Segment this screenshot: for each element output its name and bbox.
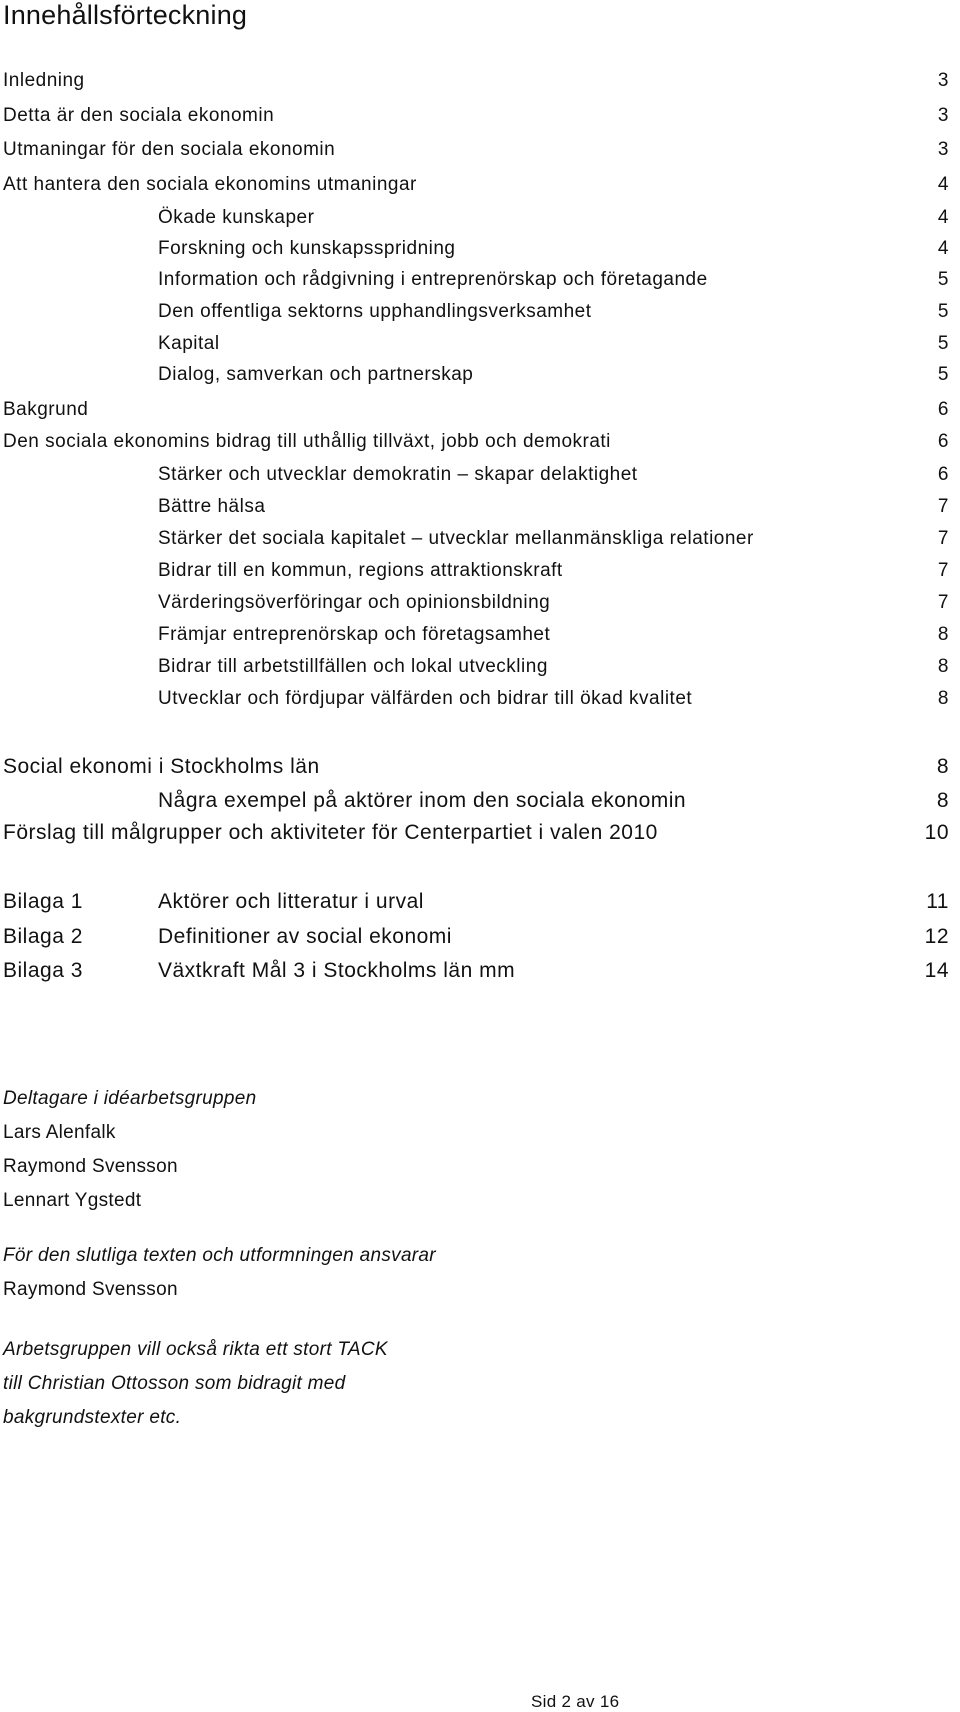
toc-entry-label: Värderingsöverföringar och opinionsbildning (158, 592, 551, 613)
member-name: Lennart Ygstedt (3, 1190, 142, 1211)
toc-entry[interactable] (0, 426, 960, 458)
toc-entry[interactable] (0, 169, 960, 201)
responsible-name: Raymond Svensson (3, 1279, 178, 1300)
credits-group (3, 1082, 256, 1218)
toc-entry-label: Bättre hälsa (158, 496, 266, 517)
toc-entry-page: 3 (937, 139, 949, 160)
toc-subentry[interactable] (0, 683, 960, 715)
appendix-page: 12 (924, 925, 949, 948)
appendix-page: 14 (924, 959, 949, 982)
toc-subentry[interactable] (0, 619, 960, 651)
appendix-entry[interactable] (0, 886, 960, 918)
toc-subentry[interactable] (0, 459, 960, 491)
toc-entry-label: Information och rådgivning i entreprenörskap och företagande (158, 269, 708, 290)
appendix-label: Växtkraft Mål 3 i Stockholms län mm (158, 959, 516, 982)
toc-entry-page: 7 (937, 560, 949, 581)
toc-subentry[interactable] (0, 359, 960, 391)
toc-entry[interactable] (0, 817, 960, 849)
toc-entry-label: Utmaningar för den sociala ekonomin (3, 139, 336, 160)
toc-entry-label: Stärker och utvecklar demokratin – skapar delaktighet (158, 464, 638, 485)
group-heading: Deltagare i idéarbetsgruppen (3, 1088, 257, 1109)
toc-entry[interactable] (0, 100, 960, 132)
toc-entry-label: Dialog, samverkan och partnerskap (158, 364, 474, 385)
appendix-label: Aktörer och litteratur i urval (158, 890, 424, 913)
toc-entry-page: 4 (937, 207, 949, 228)
page-title: Innehållsförteckning (3, 0, 248, 30)
toc-entry[interactable] (0, 134, 960, 166)
toc-entry-page: 7 (937, 528, 949, 549)
toc-entry-page: 3 (937, 105, 949, 126)
appendix-label: Definitioner av social ekonomi (158, 925, 452, 948)
toc-entry-label: Ökade kunskaper (158, 207, 315, 228)
toc-subentry[interactable] (0, 202, 960, 234)
toc-entry-page: 8 (937, 656, 949, 677)
toc-entry[interactable] (0, 394, 960, 426)
toc-entry-page: 5 (937, 333, 949, 354)
thanks-line: till Christian Ottosson som bidragit med (3, 1373, 346, 1394)
toc-entry-label: Bidrar till arbetstillfällen och lokal utveckling (158, 656, 548, 677)
toc-subentry[interactable] (0, 587, 960, 619)
member-name: Raymond Svensson (3, 1156, 178, 1177)
appendix-entry[interactable] (0, 921, 960, 953)
toc-entry-page: 3 (937, 70, 949, 91)
credits-thanks (3, 1333, 388, 1435)
toc-entry-page: 6 (937, 431, 949, 452)
toc-subentry[interactable] (0, 651, 960, 683)
toc-entry[interactable] (0, 751, 960, 783)
toc-subentry[interactable] (0, 328, 960, 360)
toc-subentry[interactable] (0, 785, 960, 817)
toc-entry-label: Stärker det sociala kapitalet – utvecklar mellanmänskliga relationer (158, 528, 754, 549)
toc-entry-label: Främjar entreprenörskap och företagsamhet (158, 624, 551, 645)
toc-entry-page: 7 (937, 496, 949, 517)
toc-entry-label: Några exempel på aktörer inom den sociala ekonomin (158, 789, 687, 812)
toc-entry-page: 10 (924, 821, 949, 844)
toc-entry-label: Bidrar till en kommun, regions attraktionskraft (158, 560, 563, 581)
toc-entry[interactable] (0, 65, 960, 97)
toc-entry-page: 6 (937, 399, 949, 420)
toc-subentry[interactable] (0, 296, 960, 328)
toc-entry-label: Social ekonomi i Stockholms län (3, 755, 320, 778)
toc-entry-page: 6 (937, 464, 949, 485)
toc-entry-page: 7 (937, 592, 949, 613)
toc-entry-label: Förslag till målgrupper och aktiviteter för Centerpartiet i valen 2010 (3, 821, 658, 844)
toc-entry-page: 5 (937, 301, 949, 322)
appendix-prefix: Bilaga 1 (3, 890, 83, 913)
toc-entry-label: Utvecklar och fördjupar välfärden och bidrar till ökad kvalitet (158, 688, 693, 709)
appendix-entry[interactable] (0, 955, 960, 987)
toc-subentry[interactable] (0, 233, 960, 265)
toc-entry-label: Inledning (3, 70, 85, 91)
thanks-line: bakgrundstexter etc. (3, 1407, 182, 1428)
toc-entry-page: 8 (936, 789, 949, 812)
toc-entry-page: 5 (937, 269, 949, 290)
toc-entry-page: 4 (937, 238, 949, 259)
toc-subentry[interactable] (0, 555, 960, 587)
credits-responsible (3, 1239, 436, 1307)
toc-entry-label: Kapital (158, 333, 220, 354)
toc-entry-page: 8 (937, 624, 949, 645)
toc-entry-label: Att hantera den sociala ekonomins utmaningar (3, 174, 417, 195)
toc-entry-label: Bakgrund (3, 399, 89, 420)
toc-entry-label: Den sociala ekonomins bidrag till uthållig tillväxt, jobb och demokrati (3, 431, 611, 452)
appendix-prefix: Bilaga 2 (3, 925, 83, 948)
page-number-footer: Sid 2 av 16 (531, 1692, 620, 1711)
toc-entry-page: 8 (937, 688, 949, 709)
toc-entry-page: 8 (936, 755, 949, 778)
toc-subentry[interactable] (0, 264, 960, 296)
thanks-line: Arbetsgruppen vill också rikta ett stort TACK (3, 1339, 388, 1360)
toc-subentry[interactable] (0, 523, 960, 555)
appendix-page: 11 (926, 890, 949, 913)
toc-entry-label: Forskning och kunskapsspridning (158, 238, 456, 259)
appendix-prefix: Bilaga 3 (3, 959, 83, 982)
toc-entry-label: Detta är den sociala ekonomin (3, 105, 275, 126)
toc-entry-page: 4 (937, 174, 949, 195)
toc-subentry[interactable] (0, 491, 960, 523)
toc-entry-page: 5 (937, 364, 949, 385)
responsible-heading: För den slutliga texten och utformningen ansvarar (3, 1245, 436, 1266)
member-name: Lars Alenfalk (3, 1122, 116, 1143)
toc-entry-label: Den offentliga sektorns upphandlingsverksamhet (158, 301, 592, 322)
